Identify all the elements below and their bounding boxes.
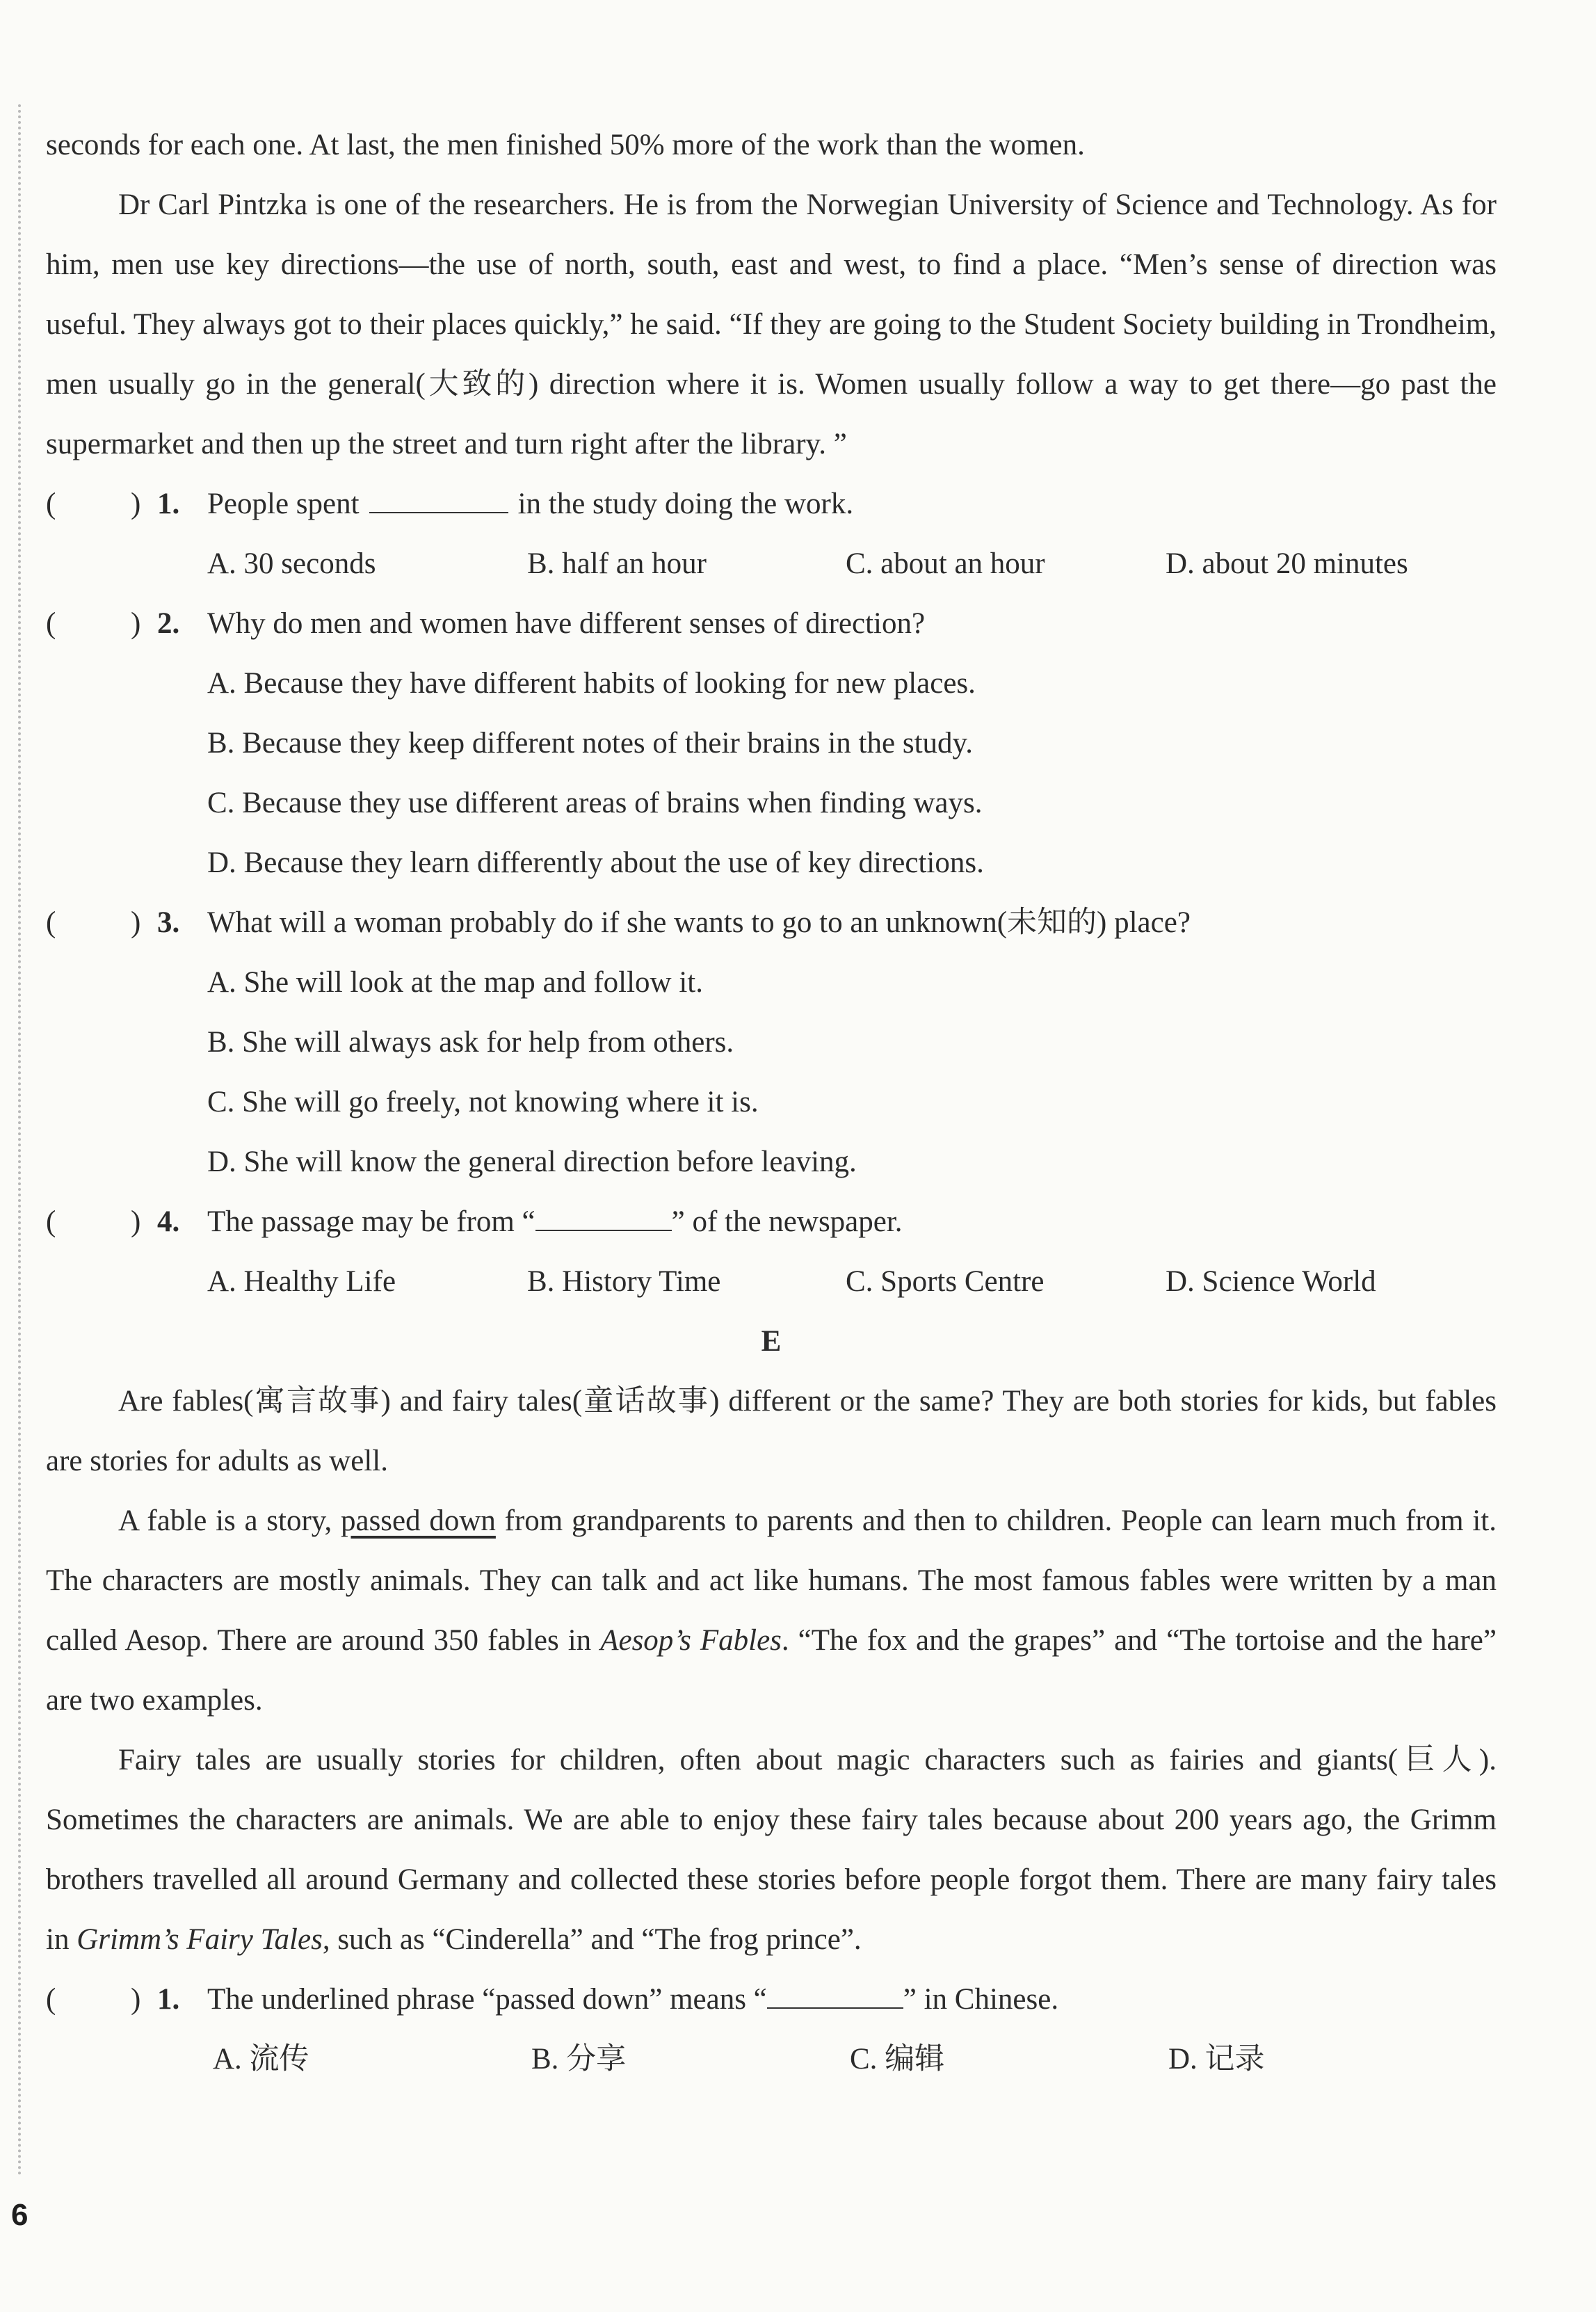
option-b: B. She will always ask for help from others. [207,1026,734,1059]
underlined-phrase: passed down [340,1504,496,1537]
text-run: . “The fox and the grapes” and “The tortoise and the hare” are two examples. [46,1624,1497,1717]
answer-paren-open: ( [46,488,56,520]
answer-paren-close: ) [131,488,141,520]
question-number: 2. [157,607,180,640]
option-a: A. She will look at the map and follow it. [207,966,703,999]
book-title: Grimm’s Fairy Tales [76,1923,323,1956]
answer-paren-open: ( [46,607,56,640]
option-b: B. History Time [527,1265,721,1298]
options-d4 [46,1252,1497,1312]
continuation-text: seconds for each one. At last, the men finished 50% more of the work than the women. [46,129,1085,161]
option-a: A. 流传 [213,2043,309,2076]
question-d2 [46,594,1497,654]
paragraph-e2 [46,1491,1497,1731]
book-title: Aesop’s Fables [600,1624,782,1657]
option-d: D. Science World [1166,1265,1376,1298]
page-number: 6 [11,2198,29,2232]
question-stem: What will a woman probably do if she wants to go to an unknown(未知的) place? [207,906,1191,939]
option-c: C. She will go freely, not knowing where it is. [207,1086,759,1118]
answer-paren-close: ) [131,1983,141,2016]
question-d4 [46,1192,1497,1252]
option-d: D. She will know the general direction before leaving. [207,1146,857,1178]
answer-blank[interactable] [767,1981,903,2009]
option-b: B. half an hour [527,547,707,580]
text-run: A fable is a story, [118,1504,341,1537]
paragraph-e1: Are fables(寓言故事) and fairy tales(童话故事) different or the same? They are both stories for kids, but fables are stories for adults as well. [46,1385,1497,1477]
question-number: 1. [157,1983,180,2016]
paragraph-pintzka: Dr Carl Pintzka is one of the researchers. He is from the Norwegian University of Science and Technology. As for him, men use key directions—the use of north, south, east and west, to find a place. “Men’s sense of direction was useful. They always got to their places quickly,” he said. “If they are going to the Student Society building in Trondheim, men usually go in the general(大致的) direction where it is. Women usually follow a way to get there—go past the supermarket and then up the street and turn right after the library. ” [46,188,1497,460]
text-run: from grandparents to parents and then to children. People can learn much from it. The characters are mostly animals. They can talk and act like humans. The most famous fables were written by a man called Aesop. There are around 350 fables in [46,1504,1497,1657]
answer-paren-open: ( [46,906,56,939]
answer-paren-open: ( [46,1983,56,2016]
paragraph-e3 [46,1731,1497,1970]
option-b: B. 分享 [531,2043,627,2076]
option-b: B. Because they keep different notes of their brains in the study. [207,727,973,760]
text-run: , such as “Cinderella” and “The frog prince”. [322,1923,862,1956]
text-run: Fairy tales are usually stories for children, often about magic characters such as fairies and giants(巨人). Sometimes the characters are animals. We are able to enjoy these fairy tales because about 200 years ago, the Grimm brothers travelled all around Germany and collected these stories before people forgot them. There are many fairy tales in [46,1744,1497,1956]
answer-blank[interactable] [535,1203,672,1231]
question-e1 [46,1970,1497,2030]
answer-paren-open: ( [46,1205,56,1238]
question-number: 3. [157,906,180,939]
question-stem-end: ” in Chinese. [903,1983,1059,2016]
option-a: A. Because they have different habits of looking for new places. [207,667,976,700]
option-a: A. Healthy Life [207,1265,396,1298]
question-stem-start: People spent [207,488,360,520]
question-number: 4. [157,1205,180,1238]
question-d3 [46,893,1497,953]
option-c: C. Because they use different areas of brains when finding ways. [207,787,983,819]
option-a: A. 30 seconds [207,547,376,580]
answer-paren-close: ) [131,607,141,640]
binding-margin-line [18,104,21,2177]
option-c: C. about an hour [846,547,1045,580]
options-e1 [46,2030,1497,2089]
question-number: 1. [157,488,180,520]
question-stem: Why do men and women have different senses of direction? [207,607,926,640]
option-c: C. 编辑 [850,2043,945,2076]
page-content [46,115,1497,2089]
question-stem-start: The passage may be from “ [207,1205,535,1238]
answer-paren-close: ) [131,1205,141,1238]
options-d1 [46,534,1497,594]
question-d1 [46,474,1497,534]
option-d: D. about 20 minutes [1166,547,1408,580]
question-stem-end: ” of the newspaper. [671,1205,903,1238]
answer-paren-close: ) [131,906,141,939]
section-heading-e: E [761,1325,782,1358]
option-c: C. Sports Centre [846,1265,1045,1298]
answer-blank[interactable] [369,485,508,513]
question-stem-start: The underlined phrase “passed down” means “ [207,1983,767,2016]
option-d: D. Because they learn differently about the use of key directions. [207,846,984,879]
question-stem-end: in the study doing the work. [517,488,854,520]
option-d: D. 记录 [1168,2043,1265,2076]
